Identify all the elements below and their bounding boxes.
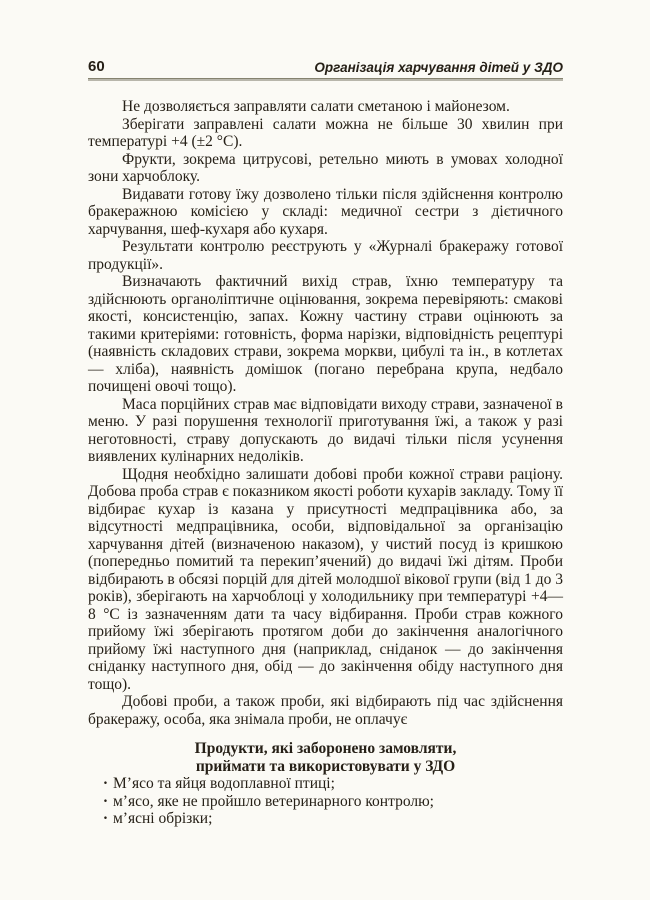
paragraph: Добові проби, а також проби, які відбирають під час здійснення бракеражу, особа, яка знімала проби, не оплачує — [88, 693, 563, 728]
section-heading-line1: Продукти, які заборонено замовляти, — [194, 740, 457, 757]
list-item-text: М’ясо та яйця водоплавної птиці; — [113, 775, 335, 792]
paragraph: Не дозволяється заправляти салати сметаною і майонезом. — [122, 98, 510, 115]
paragraph: Щодня необхідно залишати добові проби кожної страви раціону. Добова проба страв є показником якості роботи кухарів закладу. Тому її відбирає кухар із казана у присутності медпрацівника або, за відсутності медпрацівника, особи, відповідальної за організацію харчування дітей (визначеною наказом), у чистий посуд із кришкою (попередньо помитий та перекип’ячений) до видачі їжі дітям. Проби відбирають в обсязі порцій для дітей молодшої вікової групи (від 1 до 3 років), зберігають на харчоблоці у холодильнику при температурі +4—8 °C із зазначенням дати та часу відбирання. Проби страв кожного прийому їжі зберігають протягом доби до закінчення аналогічного прийому їжі наступного дня (наприклад, сніданок — до закінчення сніданку наступного дня, обід — до закінчення обіду наступного дня тощо). — [88, 465, 563, 693]
paragraph: Результати контролю реєструють у «Журналі бракеражу готової продукції». — [88, 238, 563, 273]
list-item — [98, 793, 563, 811]
running-header-title: Організація харчування дітей у ЗДО — [314, 59, 563, 75]
list-item-text: м’ясо, яке не пройшло ветеринарного контролю; — [113, 792, 434, 810]
section-heading — [88, 740, 563, 775]
bullet-icon: · — [102, 810, 109, 827]
paragraph: Видавати готову їжу дозволено тільки після здійснення контролю бракеражною комісією у складі: медичної сестри з дієтичного харчування, шеф-кухаря або кухаря. — [88, 185, 563, 238]
body-text — [88, 98, 563, 728]
header-rule — [88, 78, 563, 81]
paragraph: Визначають фактичний вихід страв, їхню температуру та здійснюють органоліптичне оцінювання, зокрема перевіряють: смакові якості, консистенцію, запах. Кожну частину страви оцінюють за такими критеріями: готовність, форма нарізки, відповідність рецептурі (наявність складових страви, зокрема моркви, цибулі та ін., в котлетах — хліба), наявність домішок (погано перебрана крупа, недбало почищені овочі тощо). — [88, 273, 563, 395]
list-item-text: м’ясні обрізки; — [113, 810, 213, 827]
paragraph: Маса порційних страв має відповідати виходу страви, зазначеної в меню. У разі порушення технології приготування їжі, а також у разі неготовності, страву допускають до видачі тільки після усунення виявлених кулінарних недоліків. — [88, 395, 563, 465]
bullet-icon: · — [102, 775, 109, 792]
page-number: 60 — [88, 58, 105, 75]
running-header — [88, 55, 563, 74]
paragraph: Фрукти, зокрема цитрусові, ретельно миють в умовах холодної зони харчоблоку. — [88, 150, 563, 185]
list-item — [98, 775, 563, 793]
bullet-list — [88, 775, 563, 828]
section-heading-line2: приймати та використовувати у ЗДО — [195, 757, 456, 775]
bullet-icon: · — [102, 792, 109, 810]
list-item — [98, 810, 563, 828]
paragraph: Зберігати заправлені салати можна не більше 30 хвилин при температурі +4 (±2 °C). — [88, 115, 563, 150]
